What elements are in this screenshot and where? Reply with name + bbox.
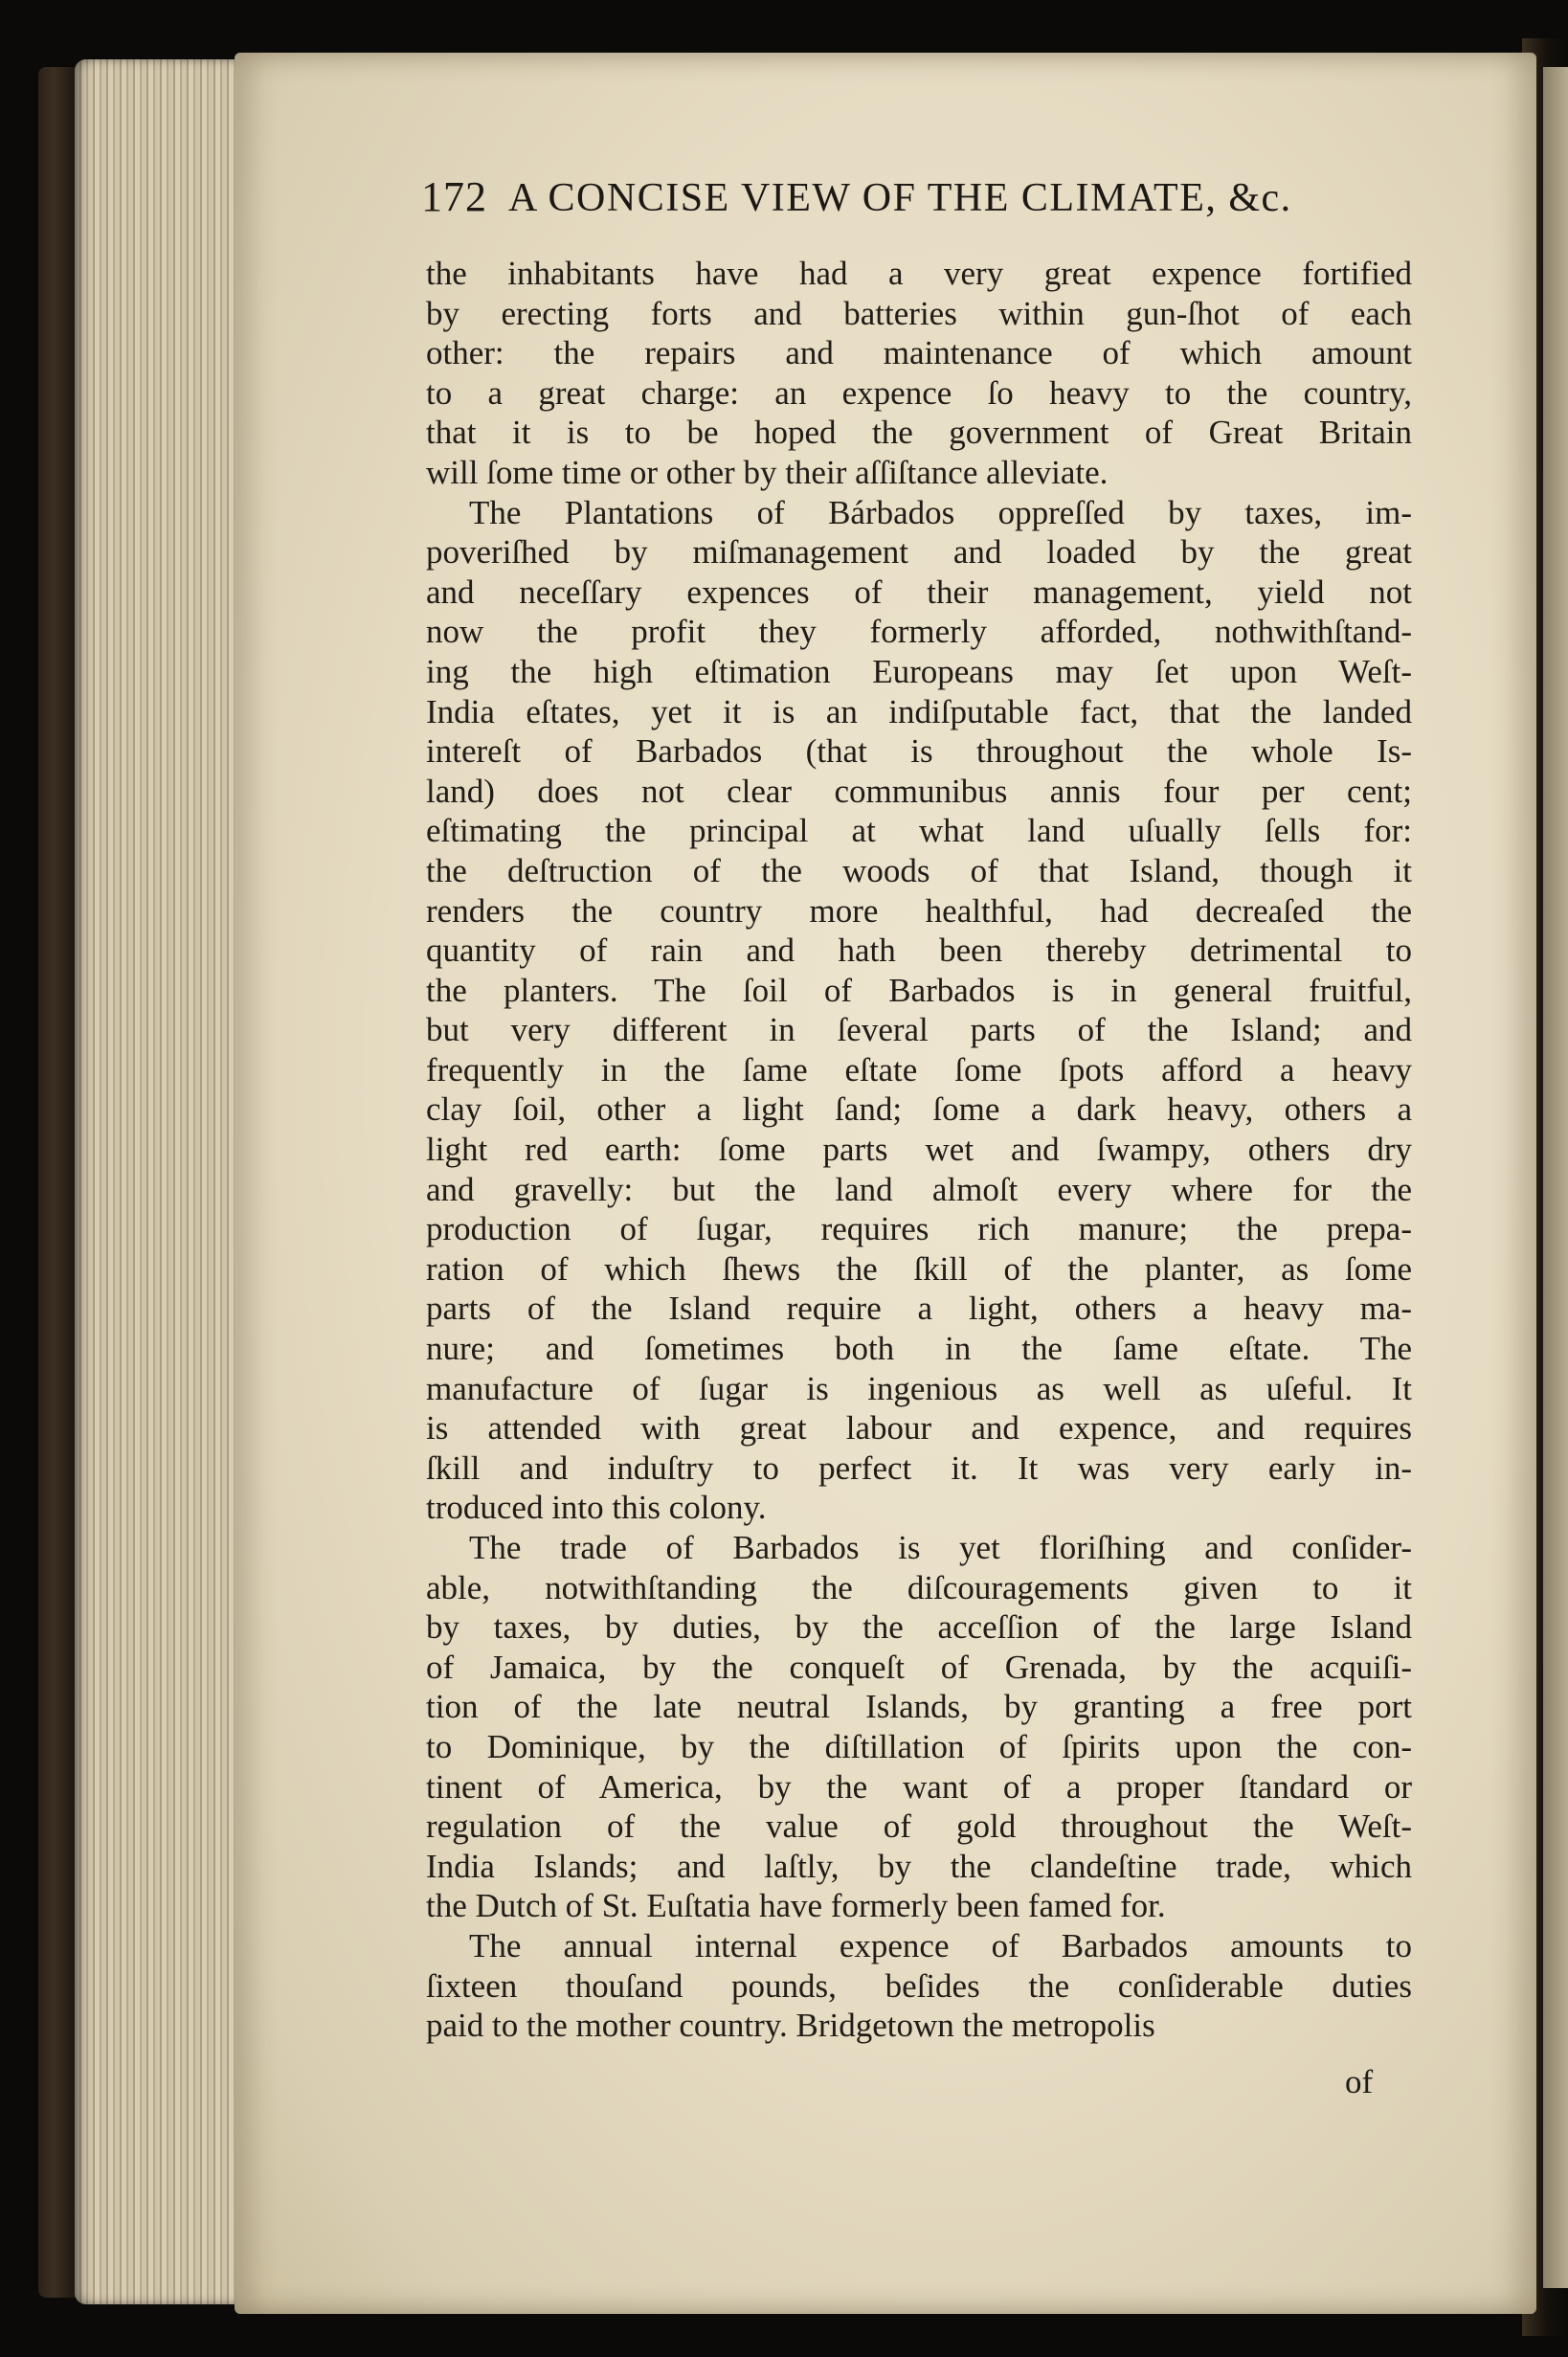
page-header [421,172,1417,221]
text-line: the Dutch of St. Euſtatia have formerly been famed for. [426,1887,1166,1925]
running-head: A CONCISE VIEW OF THE CLIMATE, &c. [508,176,1292,220]
text-line: of Jamaica, by the conqueſt of Grenada, by the acquiſi- [426,1648,1412,1686]
paragraph [426,1926,1412,2046]
text-line: and neceſſary expences of their management, yield not [426,572,1412,611]
text-line: nure; and ſometimes both in the ſame eſtate. The [426,1330,1412,1368]
text-line: by taxes, by duties, by the acceſſion of the large Island [426,1608,1412,1647]
text-line: tion of the late neutral Islands, by granting a free port [426,1688,1412,1726]
text-line: other: the repairs and maintenance of which amount [426,334,1412,372]
text-line: ſixteen thouſand pounds, beſides the conſiderable duties [426,1966,1412,2005]
text-line: production of ſugar, requires rich manure; the prepa- [426,1210,1412,1248]
text-line: but very different in ſeveral parts of the Island; and [426,1011,1412,1049]
text-line: India Islands; and laſtly, by the clandeſtine trade, which [426,1847,1412,1885]
text-line: ration of which ſhews the ſkill of the planter, as ſome [426,1249,1412,1288]
text-line: now the profit they formerly afforded, nothwithſtand- [426,613,1412,651]
text-line: land) does not clear communibus annis four per cent; [426,772,1412,810]
text-line: paid to the mother country. Bridgetown the metropolis [426,2007,1155,2045]
text-line: renders the country more healthful, had decreaſed the [426,891,1412,930]
text-line: quantity of rain and hath been thereby detrimental to [426,932,1412,970]
text-line: poveriſhed by miſmanagement and loaded by the great [426,533,1412,572]
book-binding [38,67,77,2298]
text-line: regulation of the value of gold throughout the Weſt- [426,1807,1412,1846]
text-line: clay ſoil, other a light ſand; ſome a dark heavy, others a [426,1090,1412,1129]
paragraph [426,1528,1412,1926]
paragraph [426,254,1412,493]
text-line: is attended with great labour and expence, and requires [426,1409,1412,1448]
text-line: India eſtates, yet it is an indiſputable fact, that the landed [426,692,1412,730]
text-line: ſkill and induſtry to perfect it. It was very early in- [426,1448,1412,1487]
text-line: ing the high eſtimation Europeans may ſet upon Weſt- [426,652,1412,690]
paragraph [426,493,1412,1528]
text-line: manufacture of ſugar is ingenious as well as uſeful. It [426,1369,1412,1407]
text-line: to a great charge: an expence ſo heavy to the country, [426,373,1412,412]
text-line: parts of the Island require a light, others a heavy ma- [426,1290,1412,1328]
text-line: frequently in the ſame eſtate ſome ſpots afford a heavy [426,1050,1412,1089]
text-line: by erecting forts and batteries within gun-ſhot of each [426,294,1412,332]
text-line: that it is to be hoped the government of Great Britain [426,414,1412,452]
page-edges [75,59,247,2304]
text-line: the deſtruction of the woods of that Island, though it [426,851,1412,889]
text-line: intereſt of Barbados (that is throughout the whole Is- [426,732,1412,771]
text-line: The Plantations of Bárbados oppreſſed by taxes, im- [469,493,1412,531]
facing-page-edge [1543,67,1568,2288]
text-line: the planters. The ſoil of Barbados is in general fruitful, [426,971,1412,1009]
text-line: tinent of America, by the want of a proper ſtandard or [426,1767,1412,1806]
text-line: will ſome time or other by their aſſiſtance alleviate. [426,453,1109,491]
text-line: The trade of Barbados is yet floriſhing and conſider- [469,1529,1412,1566]
text-line: light red earth: ſome parts wet and ſwampy, others dry [426,1131,1412,1169]
text-line: troduced into this colony. [426,1489,767,1527]
catchword: of [1345,2063,1374,2100]
text-line: to Dominique, by the diſtillation of ſpirits upon the con- [426,1727,1412,1765]
text-line: able, notwithſtanding the diſcouragements given to it [426,1568,1412,1606]
text-line: the inhabitants have had a very great expence fortified [426,255,1412,292]
text-line: eſtimating the principal at what land uſually ſells for: [426,812,1412,850]
text-line: and gravelly: but the land almoſt every where for the [426,1170,1412,1208]
page-number: 172 [421,173,487,220]
text-line: The annual internal expence of Barbados amounts to [469,1926,1412,1964]
body-text [426,254,1412,2046]
